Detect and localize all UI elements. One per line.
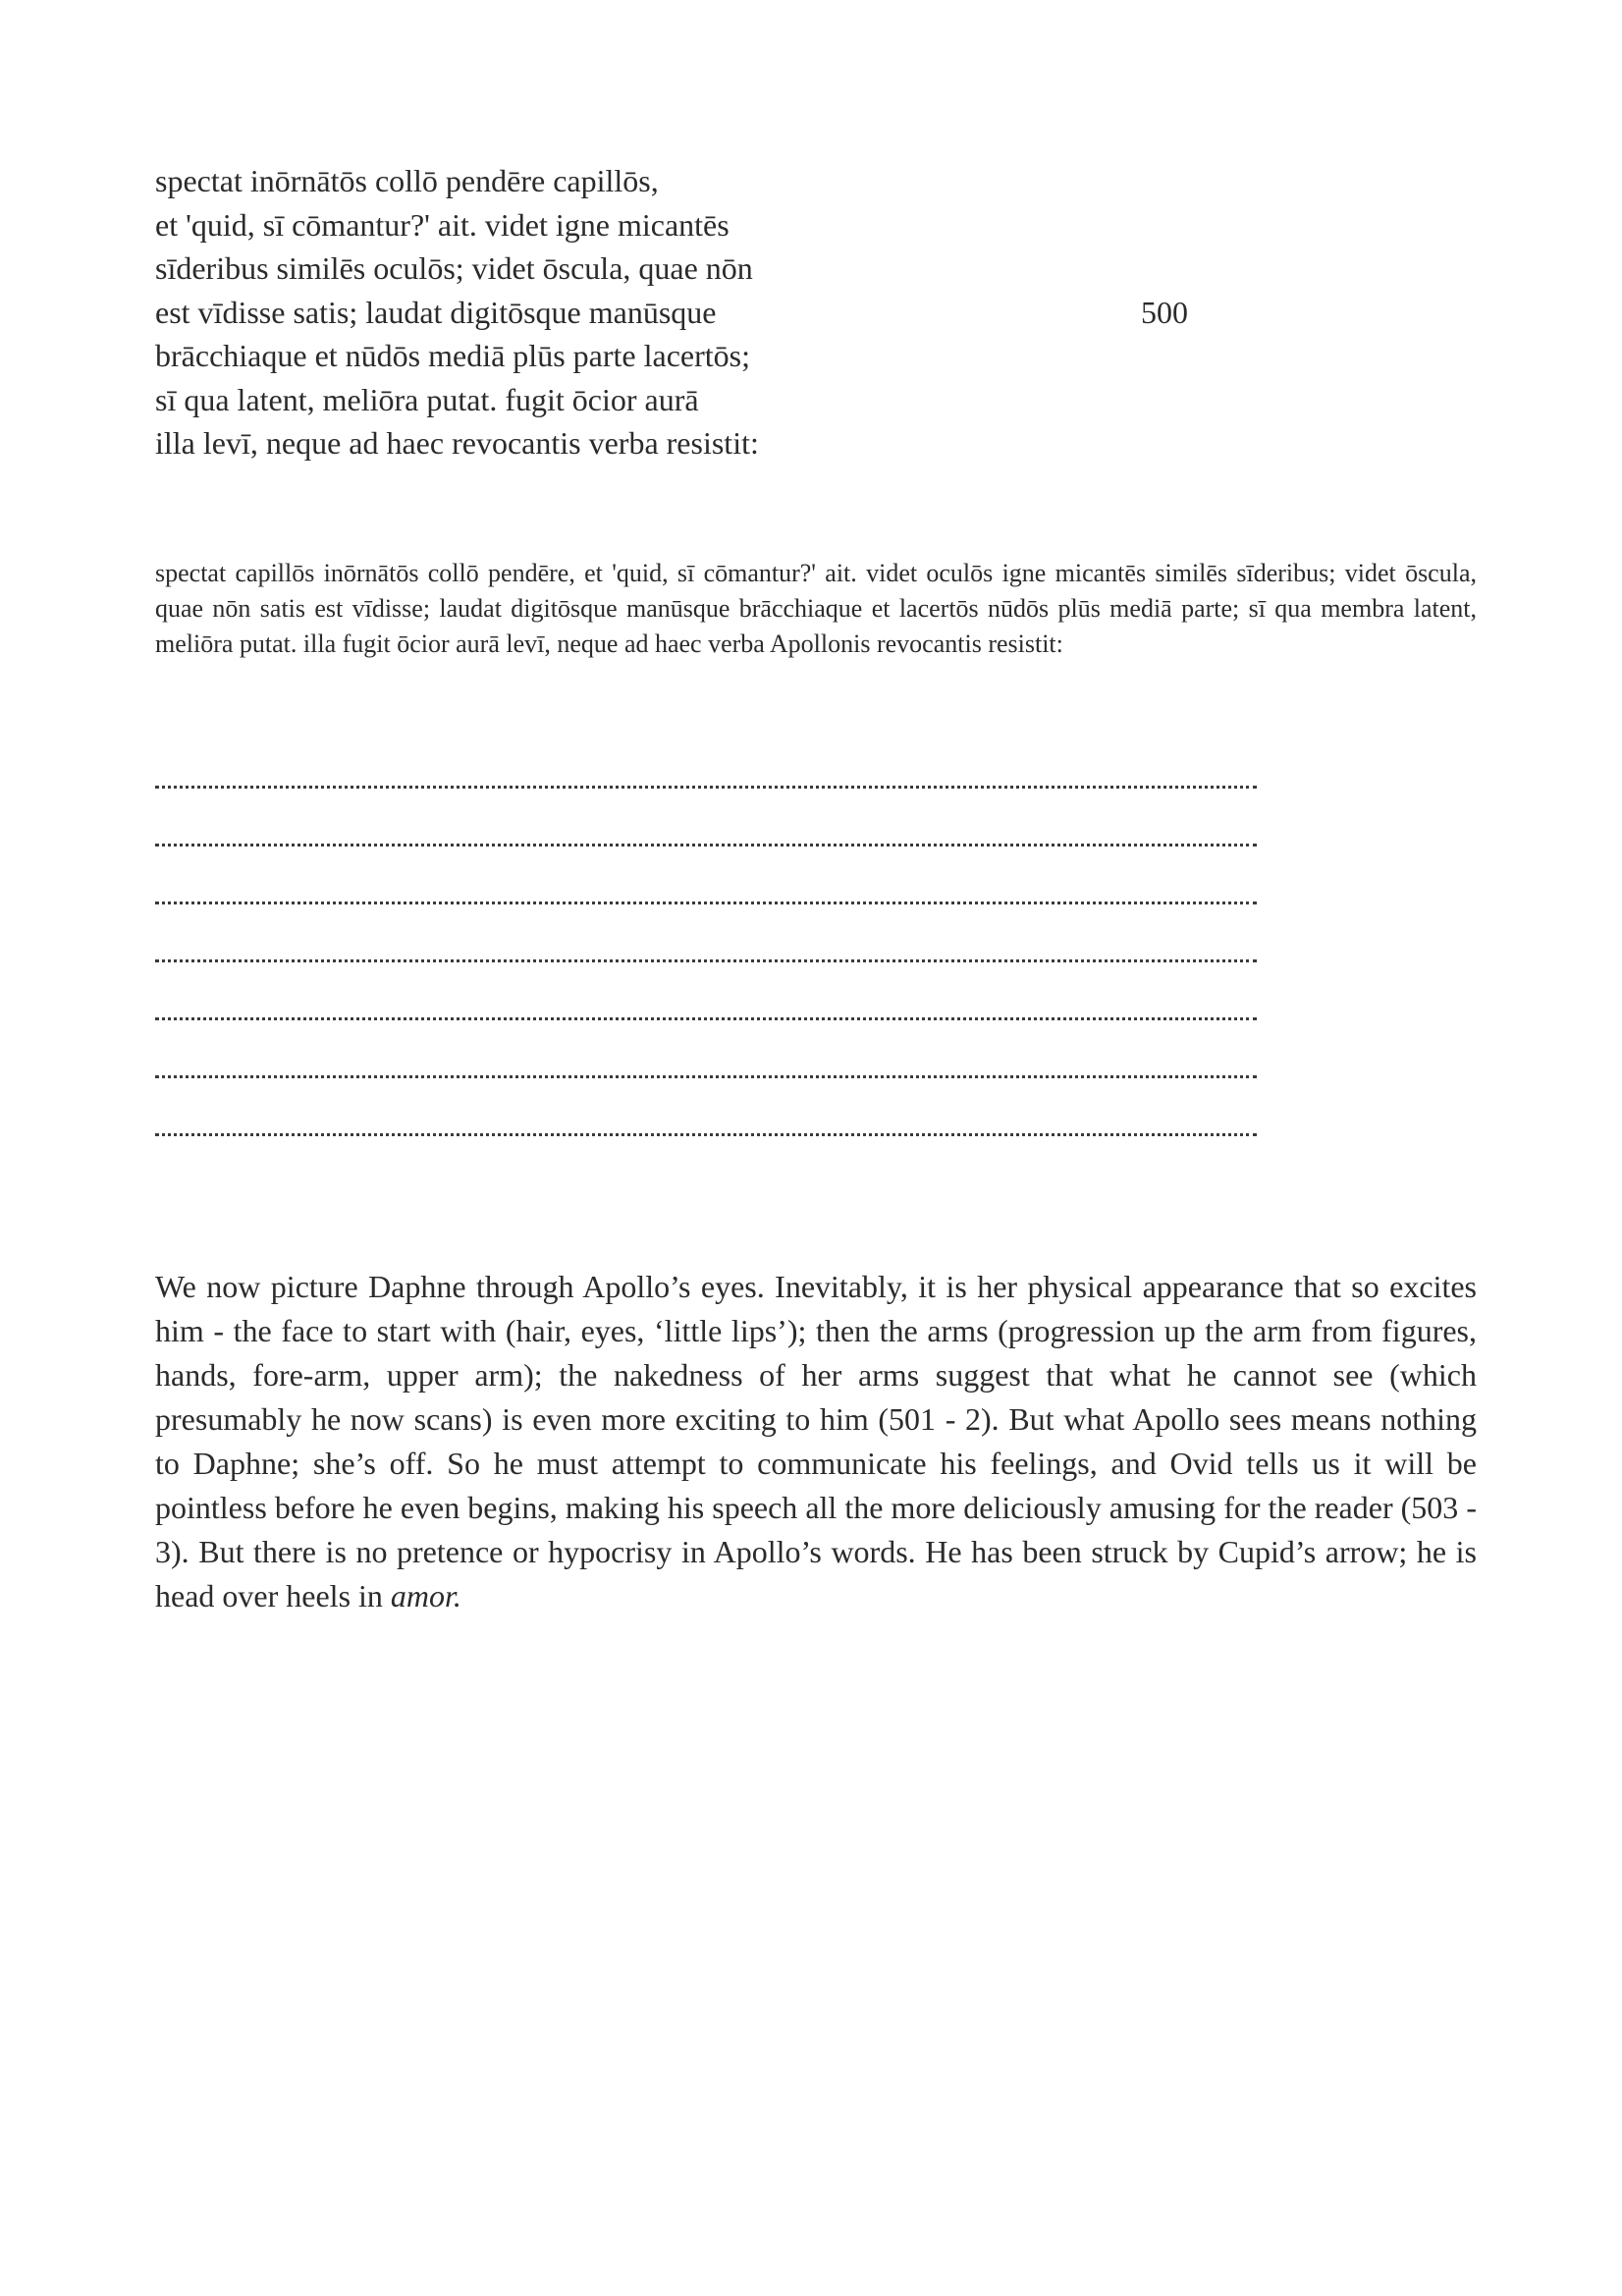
prose-word-order-paragraph: spectat capillōs inōrnātōs collō pendēre, et 'quid, sī cōmantur?' ait. videt oculōs igne micantēs similēs sīderibus; videt ōscula, quae nōn satis est vīdisse; laudat digitōsque manūsque brācchiaque et lacertōs nūdōs plūs mediā parte; sī qua membra latent, meliōra putat. illa fugit ōcior aurā levī, neque ad haec verba Apollonis revocantis resistit: — [155, 559, 1477, 658]
dotted-answer-line[interactable] — [155, 822, 1257, 880]
dotted-answer-line[interactable] — [155, 996, 1257, 1054]
dotted-answer-line[interactable] — [155, 1112, 1257, 1170]
commentary-paragraph — [155, 1265, 1477, 1618]
line-number: 500 — [1141, 294, 1188, 330]
commentary-emphasis: amor. — [390, 1578, 461, 1613]
verse-line: brācchiaque et nūdōs mediā plūs parte lacertōs; — [155, 338, 750, 373]
verse-line-text: est vīdisse satis; laudat digitōsque manūsque — [155, 294, 717, 330]
dotted-answer-line[interactable] — [155, 1054, 1257, 1112]
verse-line: illa levī, neque ad haec revocantis verba resistit: — [155, 425, 759, 461]
verse-line — [155, 291, 1235, 335]
verse-line: spectat inōrnātōs collō pendēre capillōs, — [155, 163, 659, 198]
dotted-answer-line[interactable] — [155, 764, 1257, 822]
commentary-text: We now picture Daphne through Apollo’s eyes. Inevitably, it is her physical appearance that so excites him - the face to start with (hair, eyes, ‘little lips’); then the arms (progression up the arm from figures, hands, fore-arm, upper arm); the nakedness of her arms suggest that what he cannot see (which presumably he now scans) is even more exciting to him (501 - 2). But what Apollo sees means nothing to Daphne; she’s off. So he must attempt to communicate his feelings, and Ovid tells us it will be pointless before he even begins, making his speech all the more deliciously amusing for the reader (503 - 3). But there is no pretence or hypocrisy in Apollo’s words. He has been struck by Cupid’s arrow; he is head over heels in — [155, 1269, 1477, 1613]
verse-line: sī qua latent, meliōra putat. fugit ōcior aurā — [155, 381, 699, 417]
dotted-answer-line[interactable] — [155, 880, 1257, 938]
latin-verse-block — [155, 159, 1235, 465]
dotted-answer-line[interactable] — [155, 938, 1257, 996]
verse-line: et 'quid, sī cōmantur?' ait. videt igne micantēs — [155, 206, 730, 243]
translation-answer-lines — [155, 764, 1257, 1170]
verse-line: sīderibus similēs oculōs; videt ōscula, quae nōn — [155, 250, 753, 286]
